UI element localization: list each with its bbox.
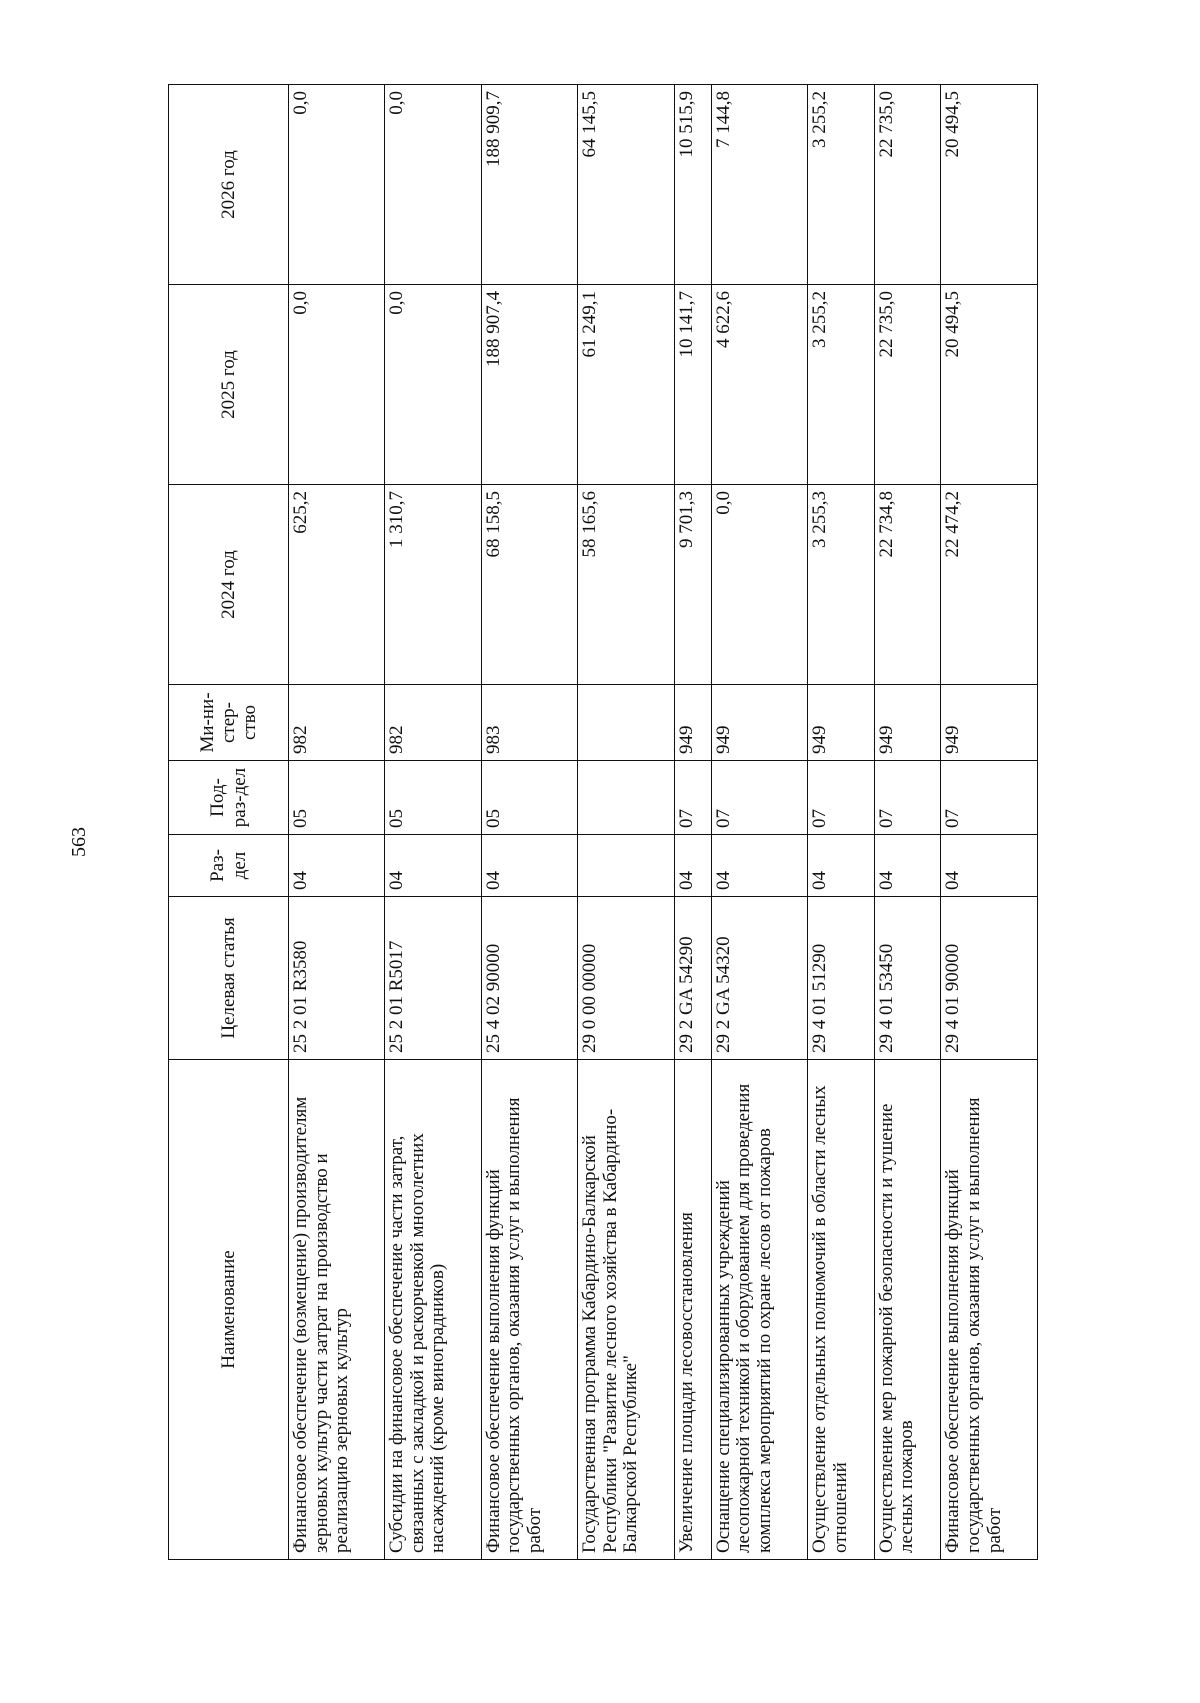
cell-target: 29 4 01 51290 — [808, 897, 875, 1060]
cell-2026: 64 145,5 — [578, 85, 674, 285]
cell-ministry: 949 — [808, 685, 875, 761]
cell-subsection — [578, 761, 674, 835]
header-target: Целевая статья — [169, 897, 289, 1060]
rotated-table-container — [168, 85, 1038, 1560]
cell-2024: 9 701,3 — [674, 485, 711, 685]
cell-ministry: 949 — [674, 685, 711, 761]
cell-2026: 0,0 — [289, 85, 385, 285]
cell-section: 04 — [941, 835, 1038, 897]
cell-target: 29 2 GA 54320 — [711, 897, 807, 1060]
cell-target: 29 0 00 00000 — [578, 897, 674, 1060]
header-2026: 2026 год — [169, 85, 289, 285]
budget-table — [168, 84, 1038, 1560]
table-row — [481, 85, 577, 1560]
cell-section: 04 — [808, 835, 875, 897]
cell-2026: 0,0 — [385, 85, 481, 285]
header-2024: 2024 год — [169, 485, 289, 685]
cell-2024: 3 255,3 — [808, 485, 875, 685]
cell-subsection: 07 — [674, 761, 711, 835]
table-row — [578, 85, 674, 1560]
cell-name: Осуществление отдельных полномочий в области лесных отношений — [808, 1060, 875, 1560]
cell-2026: 188 909,7 — [481, 85, 577, 285]
cell-ministry: 949 — [711, 685, 807, 761]
cell-name: Субсидии на финансовое обеспечение части затрат, связанных с закладкой и раскорчевкой многолетних насаждений (кроме виноградников) — [385, 1060, 481, 1560]
table-row — [874, 85, 941, 1560]
cell-subsection: 07 — [711, 761, 807, 835]
cell-2024: 22 474,2 — [941, 485, 1038, 685]
cell-ministry: 982 — [385, 685, 481, 761]
cell-target: 29 4 01 53450 — [874, 897, 941, 1060]
cell-2025: 61 249,1 — [578, 285, 674, 485]
cell-target: 25 4 02 90000 — [481, 897, 577, 1060]
cell-subsection: 05 — [481, 761, 577, 835]
cell-ministry: 982 — [289, 685, 385, 761]
header-section: Раз-дел — [169, 835, 289, 897]
cell-2025: 22 735,0 — [874, 285, 941, 485]
cell-name: Увеличение площади лесовосстановления — [674, 1060, 711, 1560]
cell-section — [578, 835, 674, 897]
table-row — [941, 85, 1038, 1560]
cell-target: 29 2 GA 54290 — [674, 897, 711, 1060]
cell-2024: 0,0 — [711, 485, 807, 685]
cell-subsection: 07 — [874, 761, 941, 835]
cell-name: Оснащение специализированных учреждений лесопожарной техникой и оборудованием для проведения комплекса мероприятий по охране лесов от пожаров — [711, 1060, 807, 1560]
header-2025: 2025 год — [169, 285, 289, 485]
cell-section: 04 — [674, 835, 711, 897]
cell-ministry: 983 — [481, 685, 577, 761]
cell-2024: 1 310,7 — [385, 485, 481, 685]
cell-name: Осуществление мер пожарной безопасности и тушение лесных пожаров — [874, 1060, 941, 1560]
table-row — [674, 85, 711, 1560]
cell-2026: 10 515,9 — [674, 85, 711, 285]
cell-subsection: 07 — [808, 761, 875, 835]
cell-section: 04 — [481, 835, 577, 897]
cell-name: Государственная программа Кабардино-Балкарской Республики "Развитие лесного хозяйства в Кабардино-Балкарской Республике" — [578, 1060, 674, 1560]
page-number: 563 — [68, 827, 90, 857]
cell-subsection: 05 — [289, 761, 385, 835]
cell-ministry — [578, 685, 674, 761]
cell-name: Финансовое обеспечение выполнения функций государственных органов, оказания услуг и выполнения работ — [941, 1060, 1038, 1560]
cell-2025: 4 622,6 — [711, 285, 807, 485]
cell-name: Финансовое обеспечение (возмещение) производителям зерновых культур части затрат на производство и реализацию зерновых культур — [289, 1060, 385, 1560]
cell-target: 25 2 01 R5017 — [385, 897, 481, 1060]
cell-2026: 22 735,0 — [874, 85, 941, 285]
table-row — [289, 85, 385, 1560]
cell-section: 04 — [711, 835, 807, 897]
cell-section: 04 — [874, 835, 941, 897]
table-row — [711, 85, 807, 1560]
cell-name: Финансовое обеспечение выполнения функций государственных органов, оказания услуг и выполнения работ — [481, 1060, 577, 1560]
cell-2025: 20 494,5 — [941, 285, 1038, 485]
cell-target: 29 4 01 90000 — [941, 897, 1038, 1060]
header-name: Наименование — [169, 1060, 289, 1560]
cell-subsection: 05 — [385, 761, 481, 835]
table-row — [808, 85, 875, 1560]
cell-subsection: 07 — [941, 761, 1038, 835]
cell-section: 04 — [289, 835, 385, 897]
cell-ministry: 949 — [941, 685, 1038, 761]
cell-2024: 68 158,5 — [481, 485, 577, 685]
cell-2025: 0,0 — [289, 285, 385, 485]
table-header-row — [169, 85, 289, 1560]
cell-2026: 20 494,5 — [941, 85, 1038, 285]
cell-2025: 10 141,7 — [674, 285, 711, 485]
cell-2026: 3 255,2 — [808, 85, 875, 285]
table-row — [385, 85, 481, 1560]
cell-2024: 58 165,6 — [578, 485, 674, 685]
cell-2025: 0,0 — [385, 285, 481, 485]
cell-2025: 188 907,4 — [481, 285, 577, 485]
cell-2024: 625,2 — [289, 485, 385, 685]
cell-ministry: 949 — [874, 685, 941, 761]
cell-target: 25 2 01 R3580 — [289, 897, 385, 1060]
cell-2025: 3 255,2 — [808, 285, 875, 485]
header-subsection: Под-раз-дел — [169, 761, 289, 835]
header-ministry: Ми-ни-стер-ство — [169, 685, 289, 761]
cell-section: 04 — [385, 835, 481, 897]
cell-2024: 22 734,8 — [874, 485, 941, 685]
cell-2026: 7 144,8 — [711, 85, 807, 285]
